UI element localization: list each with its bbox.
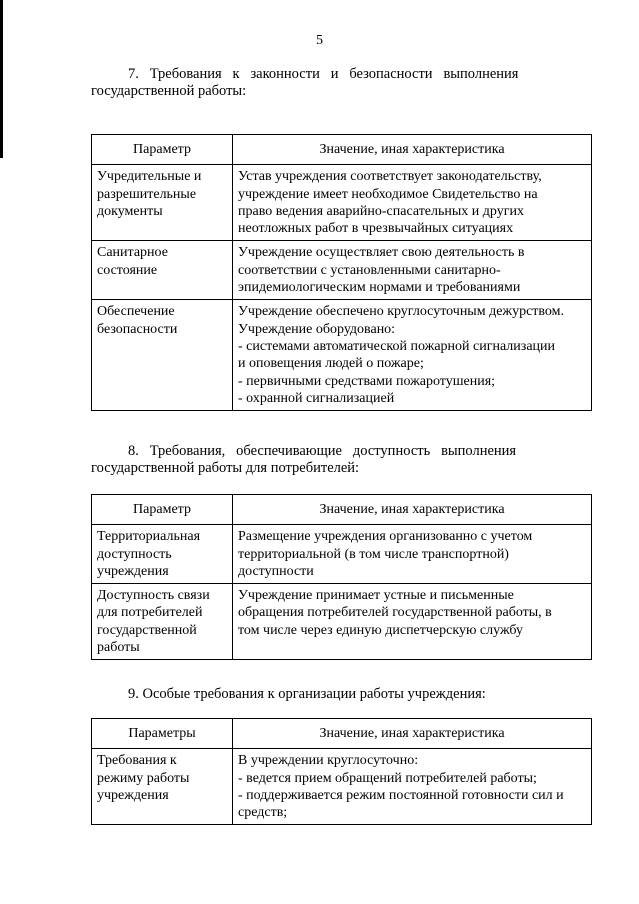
column-header-param: Параметр — [92, 495, 233, 525]
section-7-heading-line2: государственной работы: — [91, 83, 247, 99]
table-header-row — [92, 135, 592, 165]
column-header-value: Значение, иная характеристика — [233, 495, 592, 525]
table-row — [92, 300, 592, 411]
row-param-cell: Учредительные и разрешительные документы — [92, 165, 233, 241]
section-7-heading — [91, 66, 592, 100]
row-value-cell: Учреждение осуществляет свою деятельность в соответствии с установленными санитарно- эпидемиологическим нормами и требованиями — [233, 241, 592, 300]
table-row — [92, 165, 592, 241]
table-row — [92, 584, 592, 660]
row-value-cell: Размещение учреждения организованно с учетом территориальной (в том числе транспортной) доступности — [233, 525, 592, 584]
row-param-cell: Требования к режиму работы учреждения — [92, 749, 233, 825]
section-9-heading: 9. Особые требования к организации работы учреждения: — [128, 686, 486, 702]
row-param-cell: Обеспечение безопасности — [92, 300, 233, 411]
row-value-cell: Учреждение принимает устные и письменные обращения потребителей государственной работы, в том числе через единую диспетчерскую службу — [233, 584, 592, 660]
section-8-heading-line1: 8. Требования, обеспечивающие доступность выполнения — [128, 443, 517, 459]
table-row — [92, 525, 592, 584]
margin-scan-mark — [0, 0, 3, 158]
row-param-cell: Доступность связи для потребителей государственной работы — [92, 584, 233, 660]
row-value-cell: Учреждение обеспечено круглосуточным дежурством. Учреждение оборудовано: - системами автоматической пожарной сигнализации и оповещения людей о пожаре; - первичными средствами пожаротушения; - охранной сигнализацией — [233, 300, 592, 411]
table-header-row — [92, 719, 592, 749]
column-header-param: Параметр — [92, 135, 233, 165]
table-header-row — [92, 495, 592, 525]
column-header-param: Параметры — [92, 719, 233, 749]
row-param-cell: Территориальная доступность учреждения — [92, 525, 233, 584]
column-header-value: Значение, иная характеристика — [233, 135, 592, 165]
column-header-value: Значение, иная характеристика — [233, 719, 592, 749]
section-9-table — [91, 718, 592, 825]
row-value-cell: Устав учреждения соответствует законодательству, учреждение имеет необходимое Свидетельство на право ведения аварийно-спасательных и других неотложных работ в чрезвычайных ситуациях — [233, 165, 592, 241]
section-7-table — [91, 134, 592, 411]
table-row — [92, 749, 592, 825]
row-value-cell: В учреждении круглосуточно: - ведется прием обращений потребителей работы; - поддерживается режим постоянной готовности сил и средств; — [233, 749, 592, 825]
section-7-heading-line1: 7. Требования к законности и безопасности выполнения — [128, 66, 519, 82]
section-8-table — [91, 494, 592, 660]
table-row — [92, 241, 592, 300]
section-8-heading-line2: государственной работы для потребителей: — [91, 460, 360, 476]
section-8-heading — [91, 443, 592, 477]
row-param-cell: Санитарное состояние — [92, 241, 233, 300]
page-number: 5 — [316, 33, 323, 48]
